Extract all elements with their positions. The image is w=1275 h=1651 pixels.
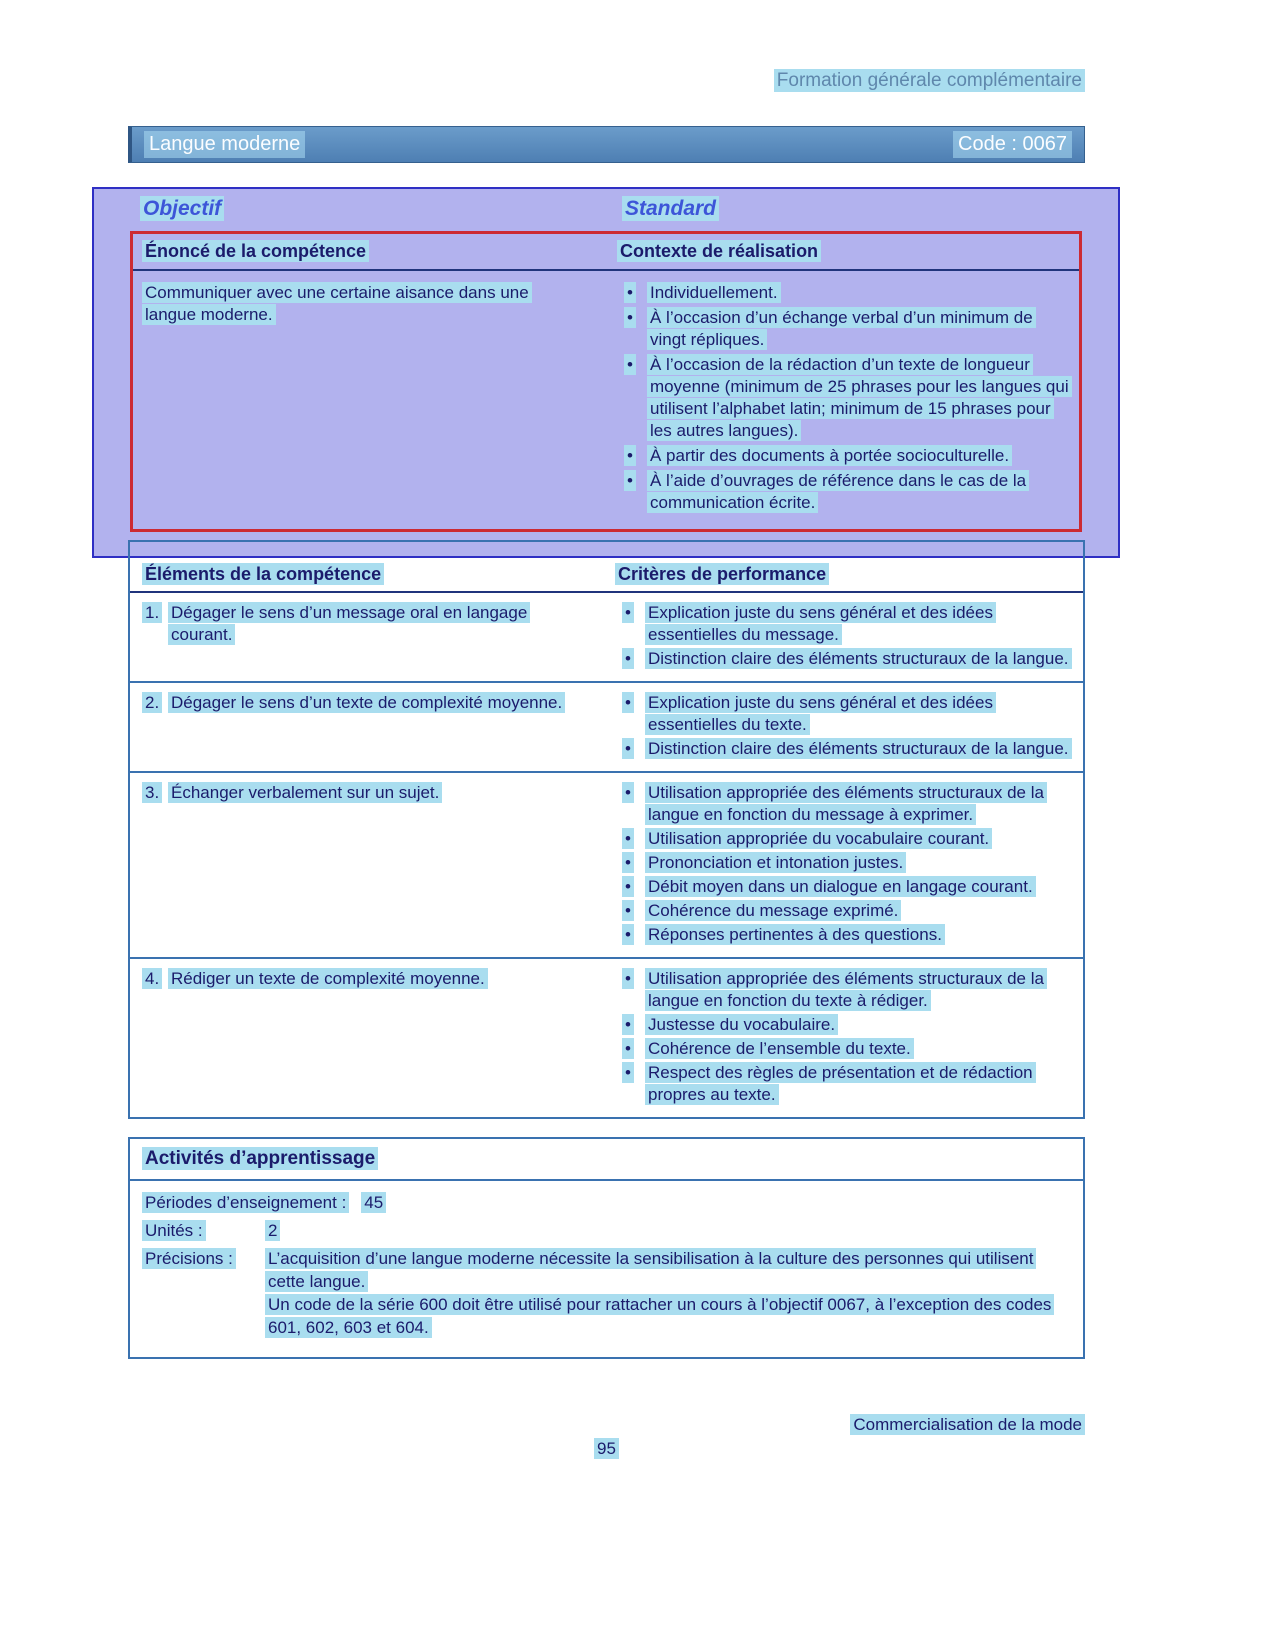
bullet-icon: •	[615, 852, 645, 874]
bullet-icon: •	[617, 470, 647, 514]
bullet-icon: •	[615, 968, 645, 1012]
activities-content	[130, 1181, 1083, 1357]
element-text: Rédiger un texte de complexité moyenne.	[168, 968, 585, 1108]
page-header	[128, 0, 1085, 92]
precision-paragraph: Un code de la série 600 doit être utilisé pour rattacher un cours à l’objectif 0067, à l’exception des codes 601, 602, 603 et 604.	[265, 1293, 1069, 1339]
elements-header-text: Éléments de la compétence	[142, 563, 384, 585]
criterion-item	[615, 692, 1075, 736]
context-item-text: À partir des documents à portée socioculturelle.	[647, 445, 1069, 467]
criterion-item	[615, 924, 1075, 946]
criterion-item	[615, 648, 1075, 670]
criterion-item	[615, 602, 1075, 646]
criteres-header-text: Critères de performance	[615, 563, 829, 585]
context-item-text: À l’occasion d’un échange verbal d’un minimum de vingt répliques.	[647, 307, 1069, 351]
elements-header-cell	[130, 564, 615, 585]
criterion-item	[615, 968, 1075, 1012]
standard-label	[622, 197, 719, 221]
competence-statement: Communiquer avec une certaine aisance dans une langue moderne.	[142, 282, 532, 325]
element-row	[130, 683, 1083, 773]
criterion-item	[615, 738, 1075, 760]
competence-table-body	[133, 271, 1079, 529]
units-line	[142, 1219, 1069, 1242]
criterion-text: Utilisation appropriée des éléments structuraux de la langue en fonction du texte à rédiger.	[645, 968, 1075, 1012]
units-value: 2	[265, 1221, 280, 1240]
context-item	[617, 354, 1069, 442]
bullet-icon: •	[615, 782, 645, 826]
element-cell	[130, 780, 615, 948]
criteres-header-cell	[615, 564, 1083, 585]
context-item	[617, 282, 1069, 304]
bullet-icon: •	[615, 602, 645, 646]
bullet-icon: •	[617, 282, 647, 304]
element-row	[130, 593, 1083, 683]
criterion-text: Explication juste du sens général et des idées essentielles du texte.	[645, 692, 1075, 736]
criterion-item	[615, 1038, 1075, 1060]
course-title-bar	[128, 126, 1085, 163]
criterion-text: Distinction claire des éléments structuraux de la langue.	[645, 738, 1075, 760]
criterion-text: Distinction claire des éléments structuraux de la langue.	[645, 648, 1075, 670]
element-cell	[130, 966, 615, 1108]
criterion-text: Réponses pertinentes à des questions.	[645, 924, 1075, 946]
element-number: 1.	[142, 602, 168, 672]
precision-paragraph: L’acquisition d’une langue moderne nécessite la sensibilisation à la culture des personnes qui utilisent cette langue.	[265, 1247, 1069, 1293]
competence-table	[130, 231, 1082, 532]
bullet-icon: •	[615, 738, 645, 760]
page-header-text: Formation générale complémentaire	[774, 69, 1085, 92]
bullet-icon: •	[615, 1038, 645, 1060]
course-title: Langue moderne	[144, 131, 305, 158]
activities-box	[128, 1137, 1085, 1359]
element-row	[130, 959, 1083, 1117]
criterion-item	[615, 1062, 1075, 1106]
criteria-list	[615, 690, 1083, 762]
bullet-icon: •	[615, 876, 645, 898]
periods-line	[142, 1191, 1069, 1214]
context-item-text: À l’aide d’ouvrages de référence dans le cas de la communication écrite.	[647, 470, 1069, 514]
bullet-icon: •	[615, 828, 645, 850]
element-number: 3.	[142, 782, 168, 948]
bullet-icon: •	[617, 445, 647, 467]
footer-section	[128, 1415, 1085, 1435]
bullet-icon: •	[617, 307, 647, 351]
page-content	[128, 0, 1085, 1459]
section-labels	[94, 197, 1118, 231]
units-label: Unités :	[142, 1219, 253, 1242]
element-text: Dégager le sens d’un texte de complexité moyenne.	[168, 692, 585, 762]
precisions-line	[142, 1247, 1069, 1339]
bullet-icon: •	[615, 1014, 645, 1036]
standard-label-text: Standard	[622, 196, 719, 221]
competence-statement-cell	[133, 279, 617, 517]
enonce-header-cell	[133, 241, 617, 262]
element-cell	[130, 690, 615, 762]
contexte-header-text: Contexte de réalisation	[617, 240, 821, 262]
criterion-item	[615, 900, 1075, 922]
criterion-text: Débit moyen dans un dialogue en langage courant.	[645, 876, 1075, 898]
page-number: 95	[594, 1438, 619, 1459]
course-code: Code : 0067	[953, 131, 1072, 158]
context-item-text: À l’occasion de la rédaction d’un texte de longueur moyenne (minimum de 25 phrases pour les langues qui utilisent l’alphabet latin; minimum de 15 phrases pour les autres langues).	[647, 354, 1069, 442]
activities-title-row	[130, 1139, 1083, 1181]
criterion-text: Cohérence de l’ensemble du texte.	[645, 1038, 1075, 1060]
bullet-icon: •	[617, 354, 647, 442]
criteria-list	[615, 966, 1083, 1108]
competence-table-header	[133, 234, 1079, 271]
periods-label: Périodes d’enseignement :	[142, 1191, 349, 1214]
criterion-item	[615, 828, 1075, 850]
contexte-header-cell	[617, 241, 1079, 262]
context-item	[617, 470, 1069, 514]
element-row	[130, 773, 1083, 959]
criteria-list	[615, 600, 1083, 672]
element-cell	[130, 600, 615, 672]
objectif-label-text: Objectif	[140, 196, 224, 221]
element-text: Dégager le sens d’un message oral en langage courant.	[168, 602, 585, 672]
bullet-icon: •	[615, 924, 645, 946]
context-item-text: Individuellement.	[647, 282, 1069, 304]
objectif-label	[140, 196, 224, 221]
criterion-text: Justesse du vocabulaire.	[645, 1014, 1075, 1036]
criterion-text: Utilisation appropriée des éléments structuraux de la langue en fonction du message à exprimer.	[645, 782, 1075, 826]
criterion-text: Cohérence du message exprimé.	[645, 900, 1075, 922]
element-number: 4.	[142, 968, 168, 1108]
page-number-row	[128, 1439, 1085, 1459]
context-list	[617, 279, 1079, 517]
criterion-item	[615, 1014, 1075, 1036]
criterion-text: Utilisation appropriée du vocabulaire courant.	[645, 828, 1075, 850]
activities-title: Activités d’apprentissage	[142, 1147, 378, 1170]
bullet-icon: •	[615, 900, 645, 922]
bullet-icon: •	[615, 648, 645, 670]
criterion-item	[615, 876, 1075, 898]
element-text: Échanger verbalement sur un sujet.	[168, 782, 585, 948]
criterion-text: Explication juste du sens général et des idées essentielles du message.	[645, 602, 1075, 646]
criteria-list	[615, 780, 1083, 948]
periods-value: 45	[361, 1193, 386, 1212]
objectif-standard-section	[92, 187, 1120, 558]
criterion-text: Prononciation et intonation justes.	[645, 852, 1075, 874]
bullet-icon: •	[615, 692, 645, 736]
context-item	[617, 445, 1069, 467]
precisions-label: Précisions :	[142, 1247, 265, 1339]
element-number: 2.	[142, 692, 168, 762]
elements-criteria-table	[128, 540, 1085, 1119]
enonce-header-text: Énoncé de la compétence	[142, 240, 369, 262]
criterion-text: Respect des règles de présentation et de rédaction propres au texte.	[645, 1062, 1075, 1106]
criterion-item	[615, 852, 1075, 874]
elements-table-header	[130, 542, 1083, 593]
footer-section-title: Commercialisation de la mode	[850, 1414, 1085, 1435]
bullet-icon: •	[615, 1062, 645, 1106]
precisions-text	[265, 1247, 1069, 1339]
criterion-item	[615, 782, 1075, 826]
context-item	[617, 307, 1069, 351]
